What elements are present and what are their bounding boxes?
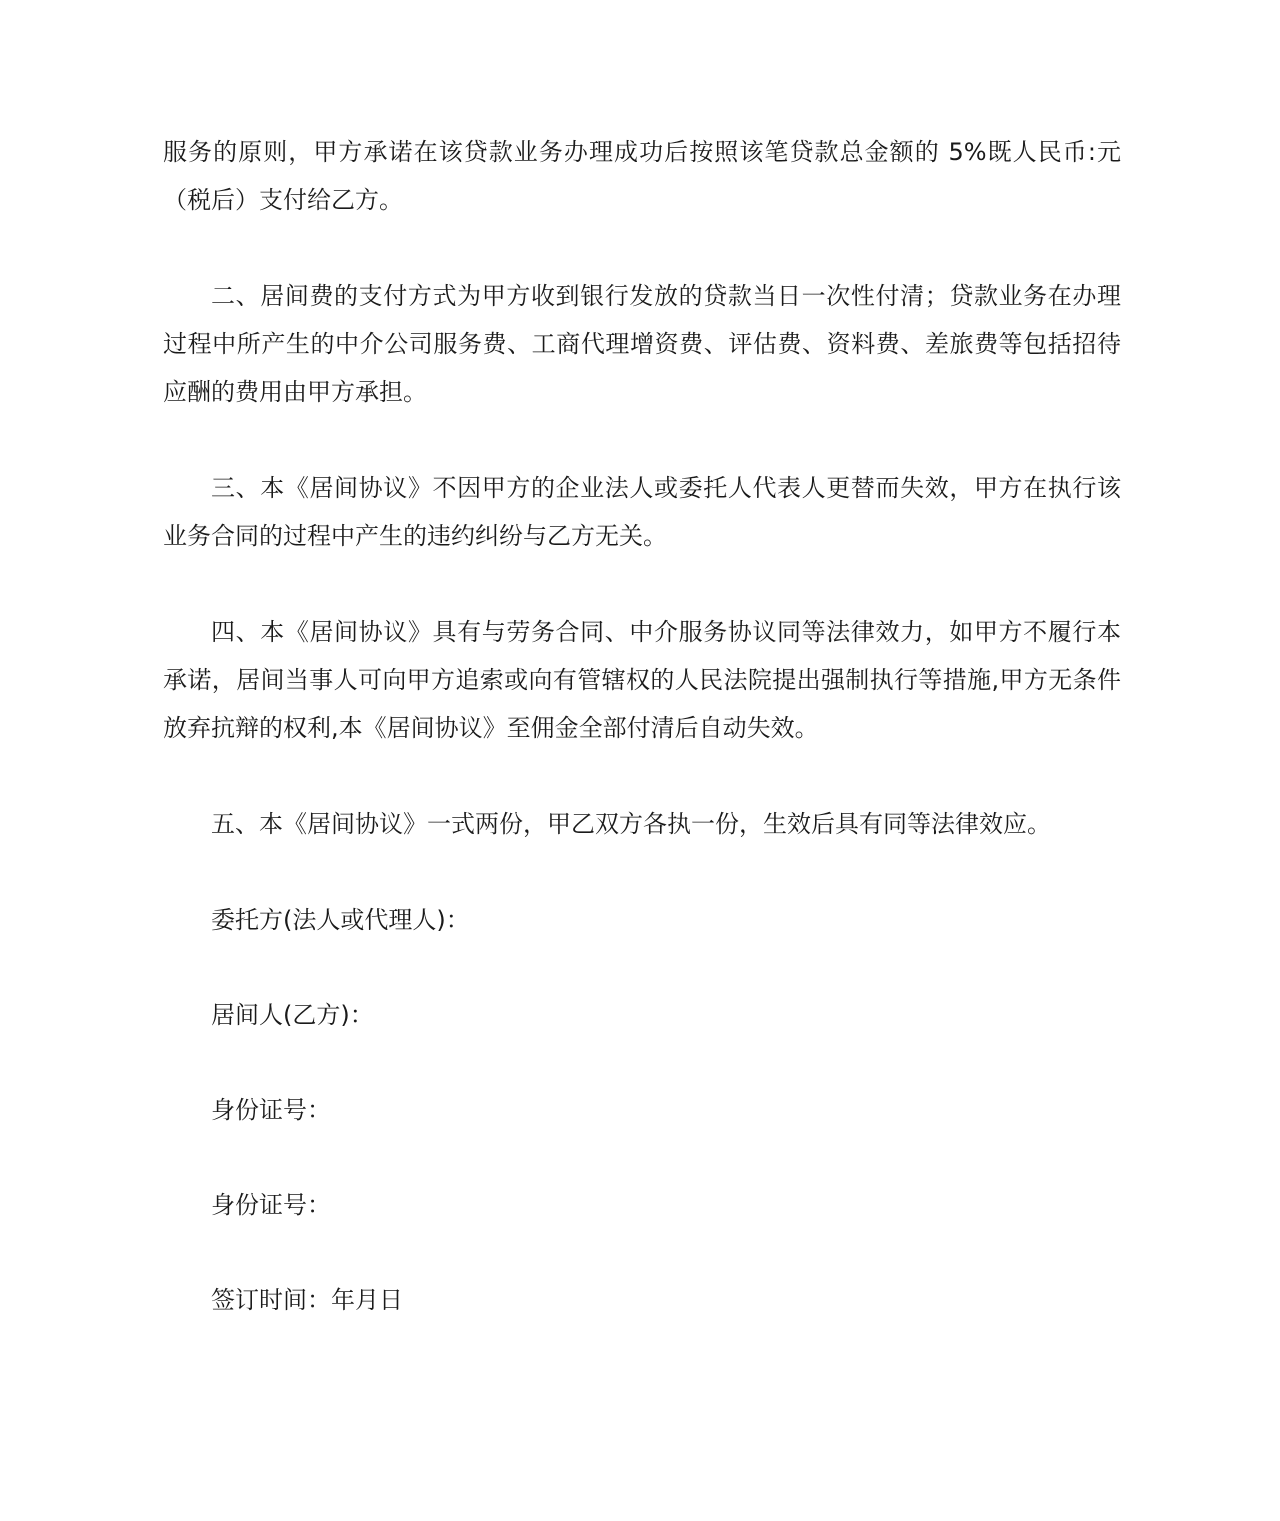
paragraph-clause-5: 五、本《居间协议》一式两份，甲乙双方各执一份，生效后具有同等法律效应。 [211, 810, 1051, 838]
paragraph-clause-3: 三、本《居间协议》不因甲方的企业法人或委托人代表人更替而失效，甲方在执行该业务合同的过程中产生的违约纠纷与乙方无关。 [163, 474, 1121, 550]
document-body [163, 128, 1121, 1371]
paragraph-continuation: 服务的原则，甲方承诺在该贷款业务办理成功后按照该笔贷款总金额的 5%既人民币:元（税后）支付给乙方。 [163, 138, 1121, 214]
signature-field-intermediary: 居间人(乙方)： [211, 1001, 374, 1029]
signature-field-id-number-1: 身份证号： [211, 1096, 331, 1124]
signature-field-client: 委托方(法人或代理人)： [211, 906, 470, 934]
paragraph-clause-2: 二、居间费的支付方式为甲方收到银行发放的贷款当日一次性付清；贷款业务在办理过程中所产生的中介公司服务费、工商代理增资费、评估费、资料费、差旅费等包括招待应酬的费用由甲方承担。 [163, 282, 1121, 406]
paragraph-clause-4: 四、本《居间协议》具有与劳务合同、中介服务协议同等法律效力，如甲方不履行本承诺，居间当事人可向甲方追索或向有管辖权的人民法院提出强制执行等措施,甲方无条件放弃抗辩的权利,本《居间协议》至佣金全部付清后自动失效。 [163, 618, 1121, 742]
signature-field-id-number-2: 身份证号： [211, 1191, 331, 1219]
signature-field-sign-date: 签订时间：年月日 [211, 1286, 403, 1314]
